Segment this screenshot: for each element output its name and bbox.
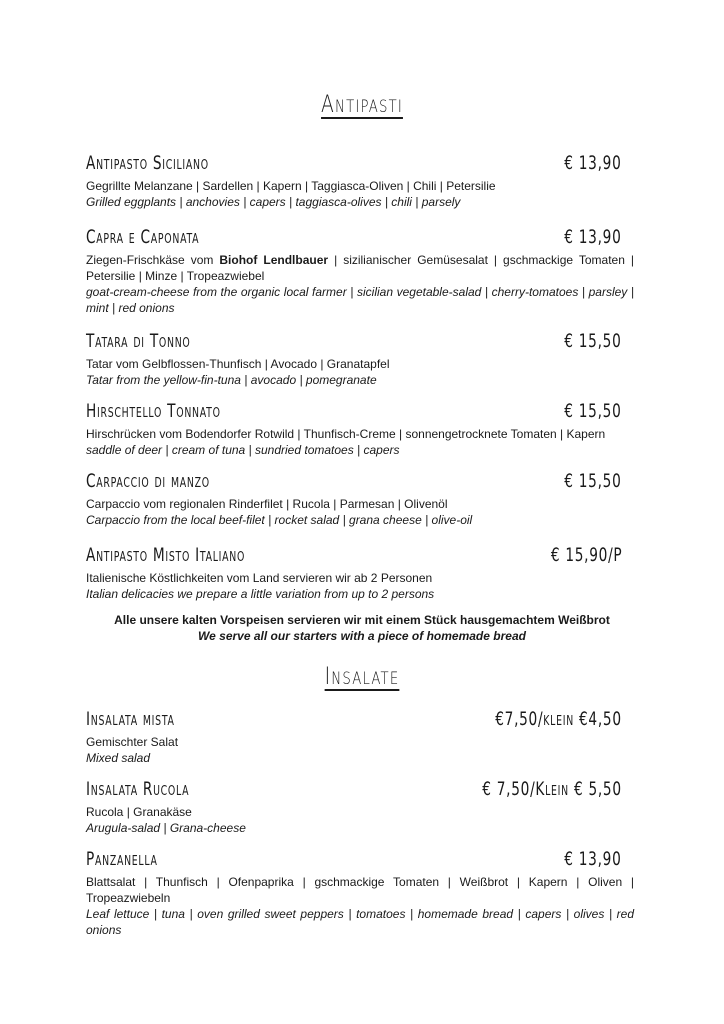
item-description-de: Italienische Köstlichkeiten vom Land servieren wir ab 2 Personen bbox=[86, 571, 433, 585]
item-name: Insalata mista bbox=[86, 708, 175, 730]
item-price: € 15,50 bbox=[564, 400, 622, 422]
bread-note-de: Alle unsere kalten Vorspeisen servieren wir mit einem Stück hausgemachtem Weißbrot bbox=[114, 613, 610, 627]
item-name: Hirschtello Tonnato bbox=[86, 400, 221, 422]
menu-item-insalata-mista bbox=[86, 708, 634, 766]
item-name: Capra e Caponata bbox=[86, 226, 200, 248]
item-name: Antipasto Misto Italiano bbox=[86, 544, 246, 566]
menu-item-antipasto-siciliano bbox=[86, 152, 634, 210]
item-description-en: Carpaccio from the local beef-filet | rocket salad | grana cheese | olive-oil bbox=[86, 513, 473, 527]
menu-item-antipasto-misto-italiano bbox=[86, 544, 634, 602]
menu-item-hirschtello-tonnato bbox=[86, 400, 634, 458]
item-description-en: Tatar from the yellow-fin-tuna | avocado | pomegranate bbox=[86, 373, 377, 387]
section-title-antipasti: Antipasti bbox=[321, 90, 403, 118]
item-description-de: Blattsalat | Thunfisch | Ofenpaprika | gschmackige Tomaten | Weißbrot | Kapern | Oliven | Tropeazwiebeln bbox=[86, 875, 634, 905]
item-description-de: Tatar vom Gelbflossen-Thunfisch | Avocado | Granatapfel bbox=[86, 357, 390, 371]
item-price: €7,50/klein €4,50 bbox=[495, 708, 622, 730]
bread-note-en: We serve all our starters with a piece of homemade bread bbox=[198, 629, 526, 643]
farm-name: Biohof Lendlbauer bbox=[219, 253, 329, 267]
item-description-en: Grilled eggplants | anchovies | capers | taggiasca-olives | chili | parsely bbox=[86, 195, 461, 209]
item-name: Panzanella bbox=[86, 848, 158, 870]
item-price: € 13,90 bbox=[564, 152, 622, 174]
item-description-de: Carpaccio vom regionalen Rinderfilet | Rucola | Parmesan | Olivenöl bbox=[86, 497, 448, 511]
menu-item-panzanella bbox=[86, 848, 634, 938]
item-description-de: Hirschrücken vom Bodendorfer Rotwild | Thunfisch-Creme | sonnengetrocknete Tomaten | Kapern bbox=[86, 427, 606, 441]
item-name: Insalata Rucola bbox=[86, 778, 190, 800]
item-description-de: Gegrillte Melanzane | Sardellen | Kapern | Taggiasca-Oliven | Chili | Petersilie bbox=[86, 179, 496, 193]
item-description-en: Mixed salad bbox=[86, 751, 151, 765]
item-price: € 13,90 bbox=[564, 848, 622, 870]
item-price: € 15,50 bbox=[564, 330, 622, 352]
section-title-insalate: Insalate bbox=[324, 662, 400, 690]
item-price: € 13,90 bbox=[564, 226, 622, 248]
item-description-de: Rucola | Granakäse bbox=[86, 805, 192, 819]
item-description-en: saddle of deer | cream of tuna | sundried tomatoes | capers bbox=[86, 443, 400, 457]
item-price: € 15,90/P bbox=[550, 544, 622, 566]
item-description-en: goat-cream-cheese from the organic local farmer | sicilian vegetable-salad | cherry-tomatoes | parsley | mint | red onions bbox=[86, 285, 634, 315]
item-description-en: Italian delicacies we prepare a little variation from up to 2 persons bbox=[86, 587, 435, 601]
menu-item-tatara-di-tonno bbox=[86, 330, 634, 388]
menu-item-carpaccio-di-manzo bbox=[86, 470, 634, 528]
item-name: Tatara di Tonno bbox=[86, 330, 191, 352]
item-description-de: Ziegen-Frischkäse vom Biohof Lendlbauer | sizilianischer Gemüsesalat | gschmackige Tomaten | Petersilie | Minze | Tropeazwiebel bbox=[86, 253, 635, 283]
item-description-en: Leaf lettuce | tuna | oven grilled sweet peppers | tomatoes | homemade bread | capers | olives | red onions bbox=[86, 907, 634, 937]
menu-item-capra-e-caponata bbox=[86, 226, 634, 316]
menu-item-insalata-rucola bbox=[86, 778, 634, 836]
item-name: Antipasto Siciliano bbox=[86, 152, 209, 174]
item-price: € 15,50 bbox=[564, 470, 622, 492]
item-price: € 7,50/Klein € 5,50 bbox=[482, 778, 622, 800]
item-name: Carpaccio di manzo bbox=[86, 470, 210, 492]
item-description-en: Arugula-salad | Grana-cheese bbox=[86, 821, 246, 835]
item-description-de: Gemischter Salat bbox=[86, 735, 179, 749]
